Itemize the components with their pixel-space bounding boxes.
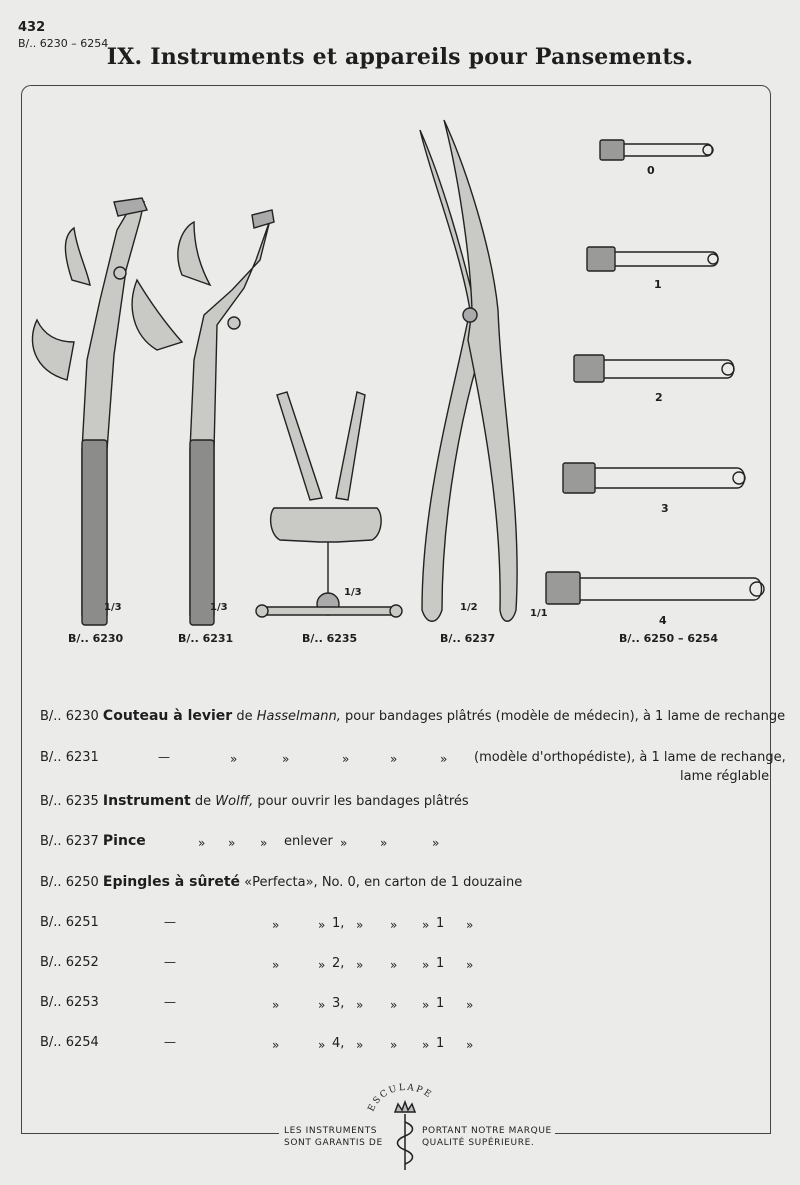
ditto-mark: » [440, 752, 448, 766]
ditto-mark: » [466, 1038, 474, 1052]
ditto-mark: » [318, 1038, 326, 1052]
catalog-code: B/.. 6253 [40, 995, 99, 1010]
pin-size-label: 3 [661, 502, 669, 515]
plaster-shears-6237-figure [420, 120, 517, 621]
safety-pin-4-figure [546, 572, 764, 604]
catalog-code: B/.. 6230 [40, 709, 99, 724]
catalog-pre: de [190, 794, 216, 809]
dash: — [158, 750, 170, 764]
ditto-mark: » [356, 918, 364, 932]
catalog-author: Wolff, [215, 794, 254, 809]
ditto-mark: » [282, 752, 290, 766]
catalog-entry [40, 793, 469, 809]
page-number: 432 [18, 20, 46, 35]
catalog-pre: de [232, 709, 257, 724]
ditto-mark: » [380, 836, 388, 850]
scale-label: 1/3 [104, 602, 122, 613]
ditto-mark: » [340, 836, 348, 850]
ditto-mark: » [198, 836, 206, 850]
ditto-mark: » [318, 918, 326, 932]
catalog-name: Instrument [102, 793, 191, 809]
pin-size-label: 2 [655, 391, 663, 404]
quantity: 1 [436, 1036, 445, 1051]
footer-right-line: QUALITÉ SUPÉRIEURE. [422, 1138, 535, 1148]
ditto-mark: » [390, 1038, 398, 1052]
ditto-mark: » [228, 836, 236, 850]
safety-pin-0-figure [600, 140, 713, 160]
wolff-instrument-6235-figure [256, 392, 402, 617]
catalog-name: Couteau à levier [102, 708, 233, 724]
scale-label: 1/2 [460, 602, 478, 613]
ditto-mark: » [466, 958, 474, 972]
ditto-mark: » [390, 958, 398, 972]
catalog-entry [40, 874, 522, 890]
ditto-mark: » [466, 918, 474, 932]
safety-pin-3-figure [563, 463, 745, 493]
ditto-mark: » [318, 958, 326, 972]
catalog-desc: pour bandages plâtrés (modèle de médecin), à 1 lame de rechange [340, 709, 786, 724]
pin-number: 2, [332, 956, 345, 971]
pin-number: 4, [332, 1036, 345, 1051]
ditto-mark: » [466, 998, 474, 1012]
catalog-entry [40, 833, 146, 849]
figure-code: B/.. 6231 [178, 632, 234, 645]
pin-size-label: 4 [659, 614, 667, 627]
safety-pin-2-figure [574, 355, 734, 382]
page-title: IX. Instruments et appareils pour Pansements. [106, 44, 694, 70]
figure-code: B/.. 6237 [440, 632, 496, 645]
catalog-desc: lame réglable [680, 769, 770, 784]
figure-code: B/.. 6230 [68, 632, 124, 645]
ditto-mark: » [422, 958, 430, 972]
footer-rule-right [555, 1133, 771, 1134]
ditto-mark: » [390, 918, 398, 932]
footer-right-text [422, 1125, 552, 1149]
ditto-mark: » [422, 918, 430, 932]
ditto-mark: » [272, 1038, 280, 1052]
scale-label: 1/3 [344, 587, 362, 598]
pin-number: 1, [332, 916, 345, 931]
catalog-code: B/.. 6251 [40, 915, 99, 930]
catalog-desc: enlever [284, 834, 333, 849]
footer-left-text [284, 1125, 383, 1149]
ditto-mark: » [230, 752, 238, 766]
plaster-knife-6230-figure [32, 198, 147, 625]
catalog-entry [40, 708, 785, 724]
quantity: 1 [436, 996, 445, 1011]
scale-label: 1/1 [530, 608, 548, 619]
catalog-code: B/.. 6237 [40, 834, 99, 849]
ditto-mark: » [422, 998, 430, 1012]
ditto-mark: » [272, 998, 280, 1012]
catalog-name: Epingles à sûreté [102, 874, 241, 890]
footer-right-line: PORTANT NOTRE MARQUE [422, 1126, 552, 1136]
catalog-name: Pince [102, 833, 146, 849]
safety-pin-1-figure [587, 247, 718, 271]
catalog-desc: pour ouvrir les bandages plâtrés [253, 794, 469, 809]
dash: — [164, 995, 176, 1009]
ditto-mark: » [432, 836, 440, 850]
plaster-knife-6231-figure [132, 210, 274, 625]
dash: — [164, 955, 176, 969]
page-range: B/.. 6230 – 6254 [18, 37, 109, 50]
ditto-mark: » [260, 836, 268, 850]
quantity: 1 [436, 916, 445, 931]
figure-code: B/.. 6235 [302, 632, 358, 645]
catalog-code: B/.. 6252 [40, 955, 99, 970]
safety-pins-figure [546, 140, 764, 604]
pin-number: 3, [332, 996, 345, 1011]
catalog-code: B/.. 6235 [40, 794, 99, 809]
ditto-mark: » [272, 918, 280, 932]
esculape-brand-text: ESCULAPE [366, 1082, 435, 1114]
catalog-desc: (modèle d'orthopédiste), à 1 lame de rechange, [474, 750, 786, 765]
dash: — [164, 915, 176, 929]
ditto-mark: » [318, 998, 326, 1012]
pin-size-label: 1 [654, 278, 662, 291]
ditto-mark: » [342, 752, 350, 766]
catalog-desc: «Perfecta», No. 0, en carton de 1 douzaine [240, 875, 523, 890]
ditto-mark: » [422, 1038, 430, 1052]
catalog-code: B/.. 6254 [40, 1035, 99, 1050]
ditto-mark: » [356, 1038, 364, 1052]
catalog-author: Hasselmann, [256, 709, 341, 724]
footer-rule-left [21, 1133, 279, 1134]
dash: — [164, 1035, 176, 1049]
ditto-mark: » [272, 958, 280, 972]
instrument-illustrations [22, 110, 782, 650]
quantity: 1 [436, 956, 445, 971]
scale-label: 1/3 [210, 602, 228, 613]
ditto-mark: » [390, 752, 398, 766]
figure-code: B/.. 6250 – 6254 [619, 632, 718, 645]
ditto-mark: » [390, 998, 398, 1012]
footer-left-line: LES INSTRUMENTS [284, 1126, 378, 1136]
ditto-mark: » [356, 998, 364, 1012]
catalog-code: B/.. 6231 [40, 750, 99, 765]
footer-left-line: SONT GARANTIS DE [284, 1138, 383, 1148]
ditto-mark: » [356, 958, 364, 972]
pin-size-label: 0 [647, 164, 655, 177]
catalog-code: B/.. 6250 [40, 875, 99, 890]
